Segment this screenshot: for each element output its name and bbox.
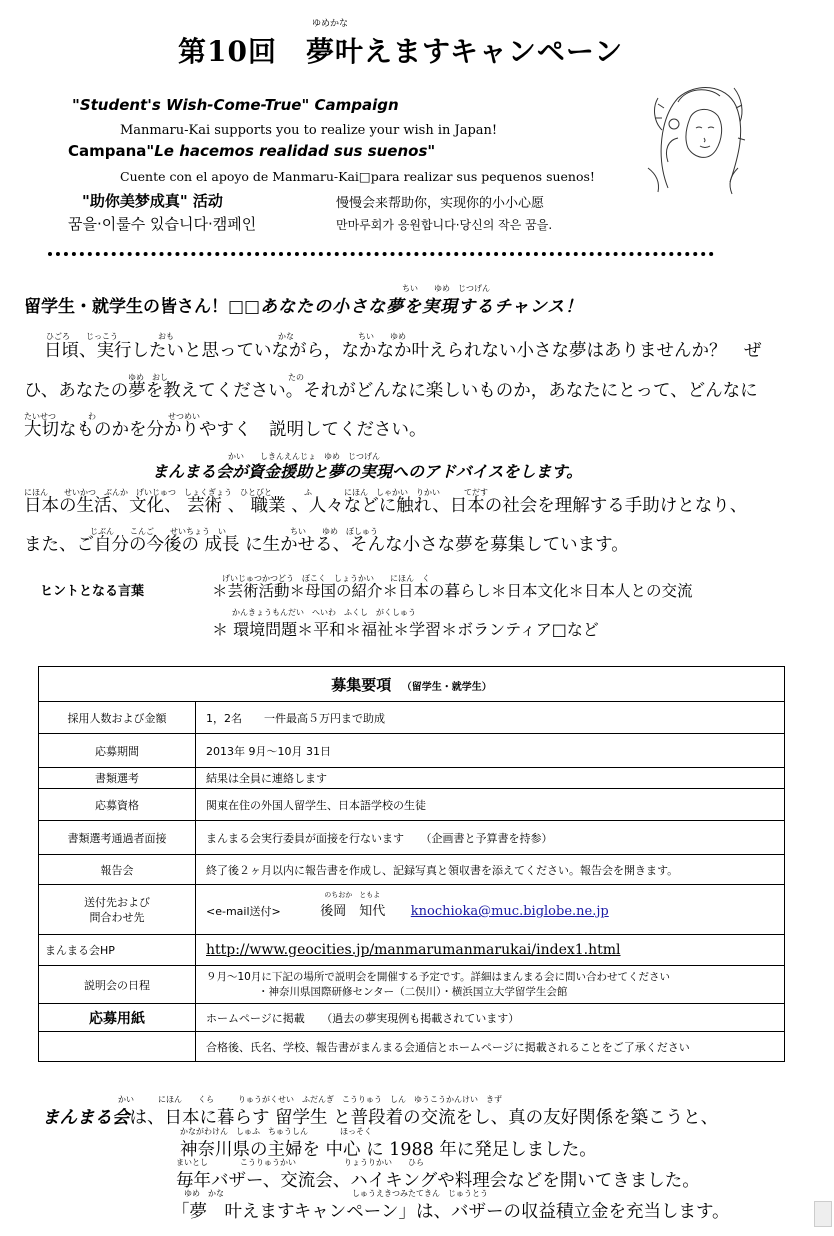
footer-line <box>42 1104 718 1129</box>
paragraph-line: 日本の生活、文化、 芸術 、 職業 、人々などに触れ、日本の社会を理解する手助けとなり、 <box>24 496 748 516</box>
homepage-link[interactable]: http://www.geocities.jp/manmarumanmarukai/index1.html <box>206 942 621 958</box>
ruby-annotation: たいせつ わ せつめい <box>24 412 200 421</box>
page-title: 第10回 夢叶えますキャンペーン <box>178 35 624 68</box>
table-title-note: （留学生・就学生） <box>401 681 492 693</box>
ruby-annotation: にほん せいかつ ぶんか げいじゅつ しょくぎょう ひとびと ふ にほん しゃかい りかい てだす <box>24 488 488 497</box>
hint-words-line: ＊芸術活動＊母国の紹介＊日本の暮らし＊日本文化＊日本人との交流 <box>212 582 693 600</box>
korean-heading: 꿈을·이룰수 있습니다·캠페인 <box>68 215 257 233</box>
contact-name: 後岡 知代 <box>320 904 386 919</box>
contact-name-ruby: のちおか ともよ <box>324 891 381 899</box>
table-row <box>39 702 785 734</box>
ruby-annotation: かい しきんえんじょ ゆめ じつげん <box>228 452 380 461</box>
spanish-heading-italic: "Le hacemos realidad sus suenos" <box>146 142 436 160</box>
support-statement: まんまる会が資金援助と夢の実現へのアドバイスをします。 <box>152 462 583 481</box>
contact-value-cell <box>196 885 785 935</box>
intro-heading-bold: 留学生・就学生の皆さん！ <box>24 297 228 317</box>
paragraph-line: また、ご自分の今後の 成長 に生かせる、そんな小さな夢を募集しています。 <box>24 535 629 555</box>
spanish-heading-prefix: Campana <box>68 142 147 160</box>
paragraph-line: 日頃、実行したいと思っていながら，なかなか叶えられない小さな夢はありませんか？ ぜ <box>44 341 762 361</box>
briefing-line: ９月～10月に下記の場所で説明会を開催する予定です。詳細はまんまる会に問い合わせてください <box>206 970 671 983</box>
ruby-annotation: ちい ゆめ じつげん <box>402 284 490 293</box>
table-title-cell <box>39 667 785 702</box>
intro-heading <box>24 292 583 317</box>
consent-value: 合格後、氏名、学校、報告書がまんまる会通信とホームページに掲載されることをご了承ください <box>196 1032 785 1062</box>
spanish-heading <box>68 142 435 160</box>
footer-line: 神奈川県の主婦を 中心 に 1988 年に発足しました。 <box>180 1140 597 1160</box>
contact-label-line: 送付先および <box>84 895 150 909</box>
form-row <box>39 1004 785 1032</box>
hint-label: ヒントとなる言葉 <box>40 584 145 599</box>
paragraph-line: 大切なものかを分かりやすく 説明してください。 <box>24 420 427 440</box>
ruby-annotation: かながわけん しゅふ ちゅうしん ほっそく <box>180 1127 372 1136</box>
row-value: 1，2名 一件最高５万円まで助成 <box>196 702 785 734</box>
ruby-annotation: ゆめ おし たの <box>128 373 304 382</box>
intro-heading-italic: あなたの小さな夢を実現するチャンス！ <box>260 297 584 317</box>
empty-cell <box>39 1032 196 1062</box>
row-value: 関東在住の外国人留学生、日本語学校の生徒 <box>196 789 785 821</box>
ruby-annotation: かんきょうもんだい へいわ ふくし がくしゅう <box>232 608 416 617</box>
ruby-annotation: ゆめ かな しゅうえきつみたてきん じゅうとう <box>184 1189 488 1198</box>
row-label: 書類選考 <box>39 768 196 789</box>
intro-heading-boxes: □□ <box>228 297 261 317</box>
contact-email-link[interactable]: knochioka@muc.biglobe.ne.jp <box>410 904 609 919</box>
ruby-annotation: げいじゅつかつどう ぼこく しょうかい にほん く <box>222 574 430 583</box>
row-label: 説明会の日程 <box>39 966 196 1004</box>
table-title-row <box>39 667 785 702</box>
girl-illustration-icon <box>638 78 750 196</box>
row-label: まんまる会HP <box>39 935 196 966</box>
table-title: 募集要項 <box>331 675 392 694</box>
korean-subtitle: 만마루회가 응원합니다·당신의 작은 꿈을. <box>336 218 553 232</box>
english-subtitle: Manmaru-Kai supports you to realize your wish in Japan! <box>120 123 498 138</box>
row-value <box>196 935 785 966</box>
contact-label-line: 問合わせ先 <box>89 910 145 924</box>
table-row <box>39 855 785 885</box>
ruby-annotation: まいとし こうりゅうかい りょうりかい ひら <box>176 1158 424 1167</box>
resize-handle[interactable] <box>814 1201 832 1227</box>
recruitment-table <box>38 666 785 1062</box>
table-row <box>39 789 785 821</box>
row-label: 応募用紙 <box>39 1004 196 1032</box>
contact-name-wrap <box>320 891 386 919</box>
ruby-annotation: かい にほん くら りゅうがくせい ふだんぎ こうりゅう しん ゆうこうかんけい きず <box>118 1095 502 1104</box>
homepage-row <box>39 935 785 966</box>
table-row <box>39 821 785 855</box>
table-row <box>39 734 785 768</box>
chinese-subtitle: 慢慢会来帮助你，实现你的小小心愿 <box>336 196 545 211</box>
row-label: 報告会 <box>39 855 196 885</box>
row-value: 2013年 9月～10月 31日 <box>196 734 785 768</box>
paragraph-line: ひ、あなたの夢を教えてください。それがどんなに楽しいものか，あなたにとって、どんなに <box>24 381 758 401</box>
title-ruby: ゆめかな <box>312 19 349 29</box>
row-label: 書類選考通過者面接 <box>39 821 196 855</box>
footer-line-rest: は、日本に暮らす 留学生 と普段着の交流をし、真の友好関係を築こうと、 <box>129 1108 719 1128</box>
contact-method: <e-mail送付> <box>206 905 281 918</box>
briefing-line: ・神奈川県国際研修センター（二俣川）・横浜国立大学留学生会館 <box>258 985 568 998</box>
contact-label-cell <box>39 885 196 935</box>
row-value: 結果は全員に連絡します <box>196 768 785 789</box>
table-row <box>39 768 785 789</box>
briefing-row <box>39 966 785 1004</box>
consent-row <box>39 1032 785 1062</box>
footer-line: 「夢 叶えますキャンペーン」は、バザーの収益積立金を充当します。 <box>172 1202 730 1222</box>
contact-row <box>39 885 785 935</box>
org-name: まんまる会 <box>42 1108 130 1128</box>
hint-words-line: ＊ 環境問題＊平和＊福祉＊学習＊ボランティア□など <box>212 620 599 639</box>
briefing-value-cell <box>196 966 785 1004</box>
row-label: 応募期間 <box>39 734 196 768</box>
row-label: 応募資格 <box>39 789 196 821</box>
ruby-annotation: ひごろ じっこう おも かな ちい ゆめ <box>46 332 406 341</box>
footer-line: 毎年バザー、交流会、ハイキングや料理会などを開いてきました。 <box>176 1171 700 1191</box>
spanish-subtitle: Cuente con el apoyo de Manmaru-Kai□para realizar sus pequenos suenos! <box>120 169 595 184</box>
row-value: まんまる会実行委員が面接を行ないます （企画書と予算書を持参） <box>196 821 785 855</box>
row-label: 採用人数および金額 <box>39 702 196 734</box>
ruby-annotation: じぶん こんご せいちょう い ちい ゆめ ぼしゅう <box>90 527 378 536</box>
row-value: ホームページに掲載 （過去の夢実現例も掲載されています） <box>196 1004 785 1032</box>
chinese-heading: "助你美梦成真" 活动 <box>82 192 223 210</box>
english-heading: "Student's Wish-Come-True" Campaign <box>72 96 399 114</box>
row-value: 終了後２ヶ月以内に報告書を作成し、記録写真と領収書を添えてください。報告会を開きます。 <box>196 855 785 885</box>
dotted-divider <box>48 252 714 256</box>
